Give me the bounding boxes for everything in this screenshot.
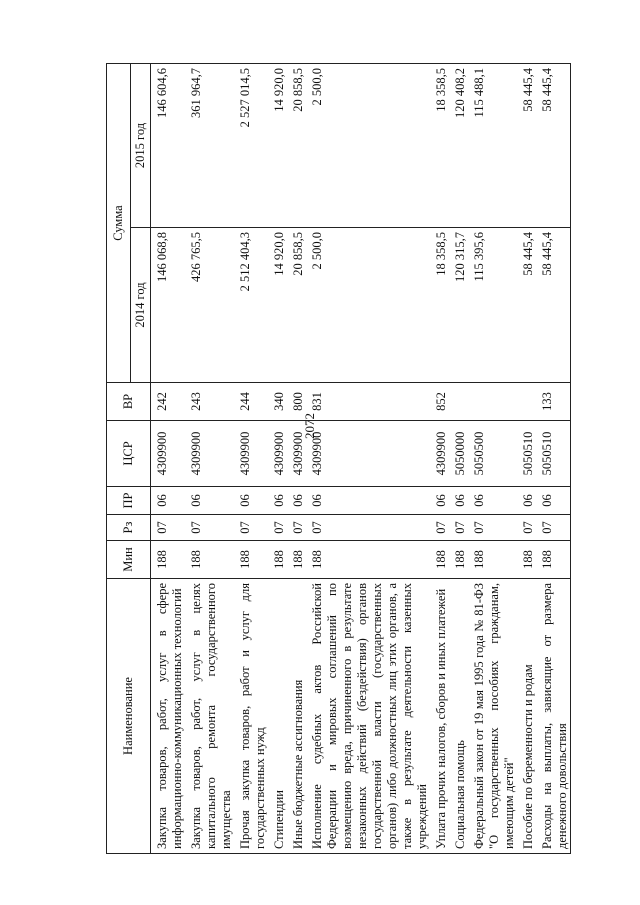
table-row bbox=[536, 64, 571, 854]
header-2015: 2015 год bbox=[131, 64, 151, 228]
cell-name: Прочая закупка товаров, работ и услуг для государственных нужд bbox=[234, 579, 268, 854]
cell-name: Исполнение судебных актов Российской Федерации и мировых соглашений по возмещению вреда, причиненного в результате незаконных действий (бездействия) органов государственной власти (государственных органов) либо должностных лиц этих органов, а также в результате деятельности казенных учреждений bbox=[306, 579, 430, 854]
table-row bbox=[449, 64, 468, 854]
cell-pr: 06 bbox=[185, 487, 234, 515]
cell-min: 188 bbox=[185, 541, 234, 579]
cell-pr: 06 bbox=[234, 487, 268, 515]
cell-y2014: 426 765,5 bbox=[185, 228, 234, 383]
table-row bbox=[306, 64, 430, 854]
header-vr: ВР bbox=[107, 383, 151, 421]
cell-name: Федеральный закон от 19 мая 1995 года № 81-ФЗ "О государственных пособиях гражданам, имеющим детей" bbox=[468, 579, 517, 854]
cell-min: 188 bbox=[151, 541, 186, 579]
cell-y2015: 58 445,4 bbox=[517, 64, 536, 228]
table-row bbox=[468, 64, 517, 854]
cell-y2015: 2 527 014,5 bbox=[234, 64, 268, 228]
header-sum: Сумма bbox=[107, 64, 131, 383]
cell-min: 188 bbox=[287, 541, 306, 579]
cell-vr bbox=[468, 383, 517, 421]
rotated-page bbox=[106, 64, 584, 854]
cell-min: 188 bbox=[234, 541, 268, 579]
cell-rz: 07 bbox=[234, 515, 268, 541]
cell-vr: 340 bbox=[268, 383, 287, 421]
cell-rz: 07 bbox=[287, 515, 306, 541]
cell-y2015: 120 408,2 bbox=[449, 64, 468, 228]
cell-csr: 4309900 bbox=[151, 421, 186, 487]
cell-rz: 07 bbox=[517, 515, 536, 541]
cell-y2015: 14 920,0 bbox=[268, 64, 287, 228]
cell-y2015: 115 488,1 bbox=[468, 64, 517, 228]
cell-csr: 5050500 bbox=[468, 421, 517, 487]
cell-rz: 07 bbox=[185, 515, 234, 541]
header-csr: ЦСР bbox=[107, 421, 151, 487]
header-2014: 2014 год bbox=[131, 228, 151, 383]
cell-name: Уплата прочих налогов, сборов и иных платежей bbox=[430, 579, 449, 854]
cell-y2014: 146 068,8 bbox=[151, 228, 186, 383]
cell-vr: 133 bbox=[536, 383, 571, 421]
cell-name: Закупка товаров, работ, услуг в сфере информационно-коммуникационных технологий bbox=[151, 579, 186, 854]
table-body bbox=[151, 64, 571, 854]
cell-vr bbox=[449, 383, 468, 421]
cell-min: 188 bbox=[449, 541, 468, 579]
header-min: Мин bbox=[107, 541, 151, 579]
table-row bbox=[287, 64, 306, 854]
cell-pr: 06 bbox=[151, 487, 186, 515]
cell-csr: 5050000 bbox=[449, 421, 468, 487]
cell-min: 188 bbox=[306, 541, 430, 579]
cell-pr: 06 bbox=[268, 487, 287, 515]
cell-min: 188 bbox=[430, 541, 449, 579]
cell-csr: 5050510 bbox=[536, 421, 571, 487]
table-row bbox=[185, 64, 234, 854]
cell-csr: 4309900 bbox=[287, 421, 306, 487]
cell-rz: 07 bbox=[449, 515, 468, 541]
cell-y2014: 18 358,5 bbox=[430, 228, 449, 383]
cell-y2014: 14 920,0 bbox=[268, 228, 287, 383]
table-row bbox=[430, 64, 449, 854]
cell-min: 188 bbox=[468, 541, 517, 579]
cell-csr: 4309900 bbox=[268, 421, 287, 487]
cell-y2014: 120 315,7 bbox=[449, 228, 468, 383]
cell-name: Пособие по беременности и родам bbox=[517, 579, 536, 854]
table-row bbox=[517, 64, 536, 854]
cell-csr: 4309900 bbox=[234, 421, 268, 487]
cell-y2014: 58 445,4 bbox=[517, 228, 536, 383]
cell-pr: 06 bbox=[449, 487, 468, 515]
cell-name: Стипендии bbox=[268, 579, 287, 854]
cell-y2014: 2 500,0 bbox=[306, 228, 430, 383]
header-rz: Рз bbox=[107, 515, 151, 541]
cell-pr: 06 bbox=[517, 487, 536, 515]
cell-name: Социальная помощь bbox=[449, 579, 468, 854]
cell-name: Закупка товаров, работ, услуг в целях капитального ремонта государственного имущества bbox=[185, 579, 234, 854]
cell-csr: 4309900 bbox=[306, 421, 430, 487]
header-pr: ПР bbox=[107, 487, 151, 515]
budget-table bbox=[106, 63, 571, 854]
page-number: 2072 bbox=[302, 413, 317, 439]
cell-pr: 06 bbox=[430, 487, 449, 515]
cell-vr: 244 bbox=[234, 383, 268, 421]
cell-y2015: 58 445,4 bbox=[536, 64, 571, 228]
header-name: Наименование bbox=[107, 579, 151, 854]
cell-pr: 06 bbox=[306, 487, 430, 515]
cell-min: 188 bbox=[536, 541, 571, 579]
cell-y2015: 361 964,7 bbox=[185, 64, 234, 228]
cell-rz: 07 bbox=[430, 515, 449, 541]
cell-vr bbox=[517, 383, 536, 421]
cell-y2014: 2 512 404,3 bbox=[234, 228, 268, 383]
cell-vr: 243 bbox=[185, 383, 234, 421]
table-header bbox=[107, 64, 151, 854]
cell-name: Иные бюджетные ассигнования bbox=[287, 579, 306, 854]
cell-y2015: 146 604,6 bbox=[151, 64, 186, 228]
cell-rz: 07 bbox=[268, 515, 287, 541]
cell-csr: 5050510 bbox=[517, 421, 536, 487]
cell-rz: 07 bbox=[151, 515, 186, 541]
cell-min: 188 bbox=[517, 541, 536, 579]
cell-min: 188 bbox=[268, 541, 287, 579]
cell-csr: 4309900 bbox=[430, 421, 449, 487]
cell-rz: 07 bbox=[306, 515, 430, 541]
table-row bbox=[234, 64, 268, 854]
cell-pr: 06 bbox=[468, 487, 517, 515]
cell-pr: 06 bbox=[536, 487, 571, 515]
cell-vr: 852 bbox=[430, 383, 449, 421]
cell-csr: 4309900 bbox=[185, 421, 234, 487]
cell-rz: 07 bbox=[468, 515, 517, 541]
table-row bbox=[268, 64, 287, 854]
cell-y2015: 18 358,5 bbox=[430, 64, 449, 228]
cell-vr: 831 bbox=[306, 383, 430, 421]
cell-name: Расходы на выплаты, зависящие от размера денежного довольствия bbox=[536, 579, 571, 854]
cell-y2014: 20 858,5 bbox=[287, 228, 306, 383]
cell-y2014: 115 395,6 bbox=[468, 228, 517, 383]
cell-vr: 242 bbox=[151, 383, 186, 421]
cell-y2015: 2 500,0 bbox=[306, 64, 430, 228]
cell-pr: 06 bbox=[287, 487, 306, 515]
cell-y2014: 58 445,4 bbox=[536, 228, 571, 383]
cell-y2015: 20 858,5 bbox=[287, 64, 306, 228]
cell-rz: 07 bbox=[536, 515, 571, 541]
cell-vr: 800 bbox=[287, 383, 306, 421]
table-row bbox=[151, 64, 186, 854]
